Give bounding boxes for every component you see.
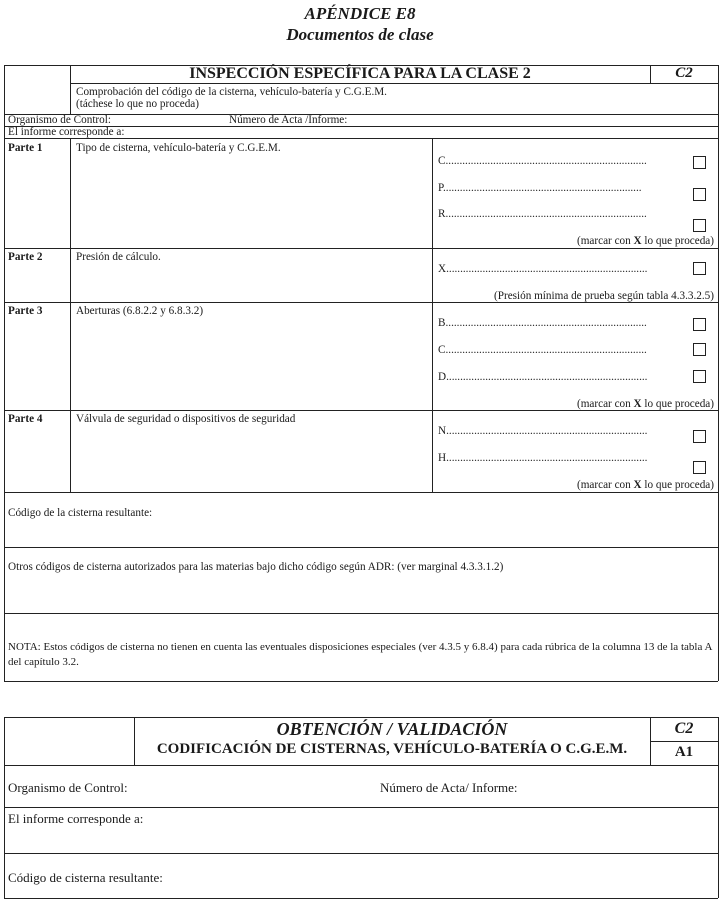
report-number-label: Número de Acta/ Informe: <box>380 780 518 795</box>
check-instructions: Comprobación del código de la cisterna, vehículo-batería y C.G.E.M. <box>76 86 387 98</box>
part-description: Aberturas (6.8.2.2 y 6.8.3.2) <box>76 305 204 317</box>
checkbox-x[interactable] <box>693 262 706 275</box>
checkbox-b[interactable] <box>693 318 706 331</box>
form2-code-a1: A1 <box>674 744 694 760</box>
option-n: N........................................................................ <box>438 425 648 437</box>
checkbox-r[interactable] <box>693 219 706 232</box>
part-label: Parte 3 <box>8 305 43 317</box>
option-h: H........................................................................ <box>438 452 648 464</box>
nota-text: NOTA: Estos códigos de cisterna no tienen en cuenta las eventuales disposiciones especiales (ver 4.3.5 y 6.8.4) para cada rúbrica de la columna 13 de la tabla A del capítulo 3.2. <box>8 641 712 668</box>
checkbox-d[interactable] <box>693 370 706 383</box>
part-label: Parte 4 <box>8 413 43 425</box>
form2-title: OBTENCIÓN / VALIDACIÓN <box>276 719 508 739</box>
checkbox-c2[interactable] <box>693 343 706 356</box>
option-b: B........................................................................ <box>438 317 647 329</box>
control-body-label: Organismo de Control: <box>8 114 111 126</box>
part-description: Tipo de cisterna, vehículo-batería y C.G.E.M. <box>76 142 281 154</box>
option-d: D........................................................................ <box>438 371 648 383</box>
strike-instructions: (táchese lo que no proceda) <box>76 98 200 110</box>
part-label: Parte 2 <box>8 251 43 263</box>
option-r: R........................................................................ <box>438 208 647 220</box>
part-label: Parte 1 <box>8 142 43 154</box>
option-c: C........................................................................ <box>438 155 647 167</box>
resulting-code-label: Código de la cisterna resultante: <box>8 507 153 519</box>
appendix-subtitle: Documentos de clase <box>286 25 434 44</box>
checkbox-n[interactable] <box>693 430 706 443</box>
option-c2: C........................................................................ <box>438 344 647 356</box>
form2-code-c2: C2 <box>674 720 694 737</box>
report-number-label: Número de Acta /Informe: <box>229 114 348 126</box>
appendix-title: APÉNDICE E8 <box>304 4 416 23</box>
checkbox-c[interactable] <box>693 156 706 169</box>
other-codes-label: Otros códigos de cisterna autorizados para las materias bajo dicho código según ADR: (ver marginal 4.3.3.1.2) <box>8 561 504 573</box>
checkbox-p[interactable] <box>693 188 706 201</box>
mark-note: (marcar con X lo que proceda) <box>577 398 714 410</box>
mark-note: (marcar con X lo que proceda) <box>577 479 714 491</box>
report-for-label: El informe corresponde a: <box>8 126 125 138</box>
control-body-label: Organismo de Control: <box>8 780 128 795</box>
report-for-label: El informe corresponde a: <box>8 811 144 826</box>
form2-subtitle: CODIFICACIÓN DE CISTERNAS, VEHÍCULO-BATERÍA O C.G.E.M. <box>156 741 628 757</box>
mark-note: (marcar con X lo que proceda) <box>577 235 714 247</box>
option-x: X........................................................................ <box>438 263 648 275</box>
part-description: Presión de cálculo. <box>76 251 161 263</box>
form1-title: INSPECCIÓN ESPECÍFICA PARA LA CLASE 2 <box>189 65 531 82</box>
pressure-note: (Presión mínima de prueba según tabla 4.3.3.2.5) <box>494 290 714 302</box>
part-description: Válvula de seguridad o dispositivos de seguridad <box>76 413 296 425</box>
checkbox-h[interactable] <box>693 461 706 474</box>
option-p: P....................................................................... <box>438 182 642 194</box>
form1-code: C2 <box>675 65 693 81</box>
resulting-code-label: Código de cisterna resultante: <box>8 870 163 885</box>
